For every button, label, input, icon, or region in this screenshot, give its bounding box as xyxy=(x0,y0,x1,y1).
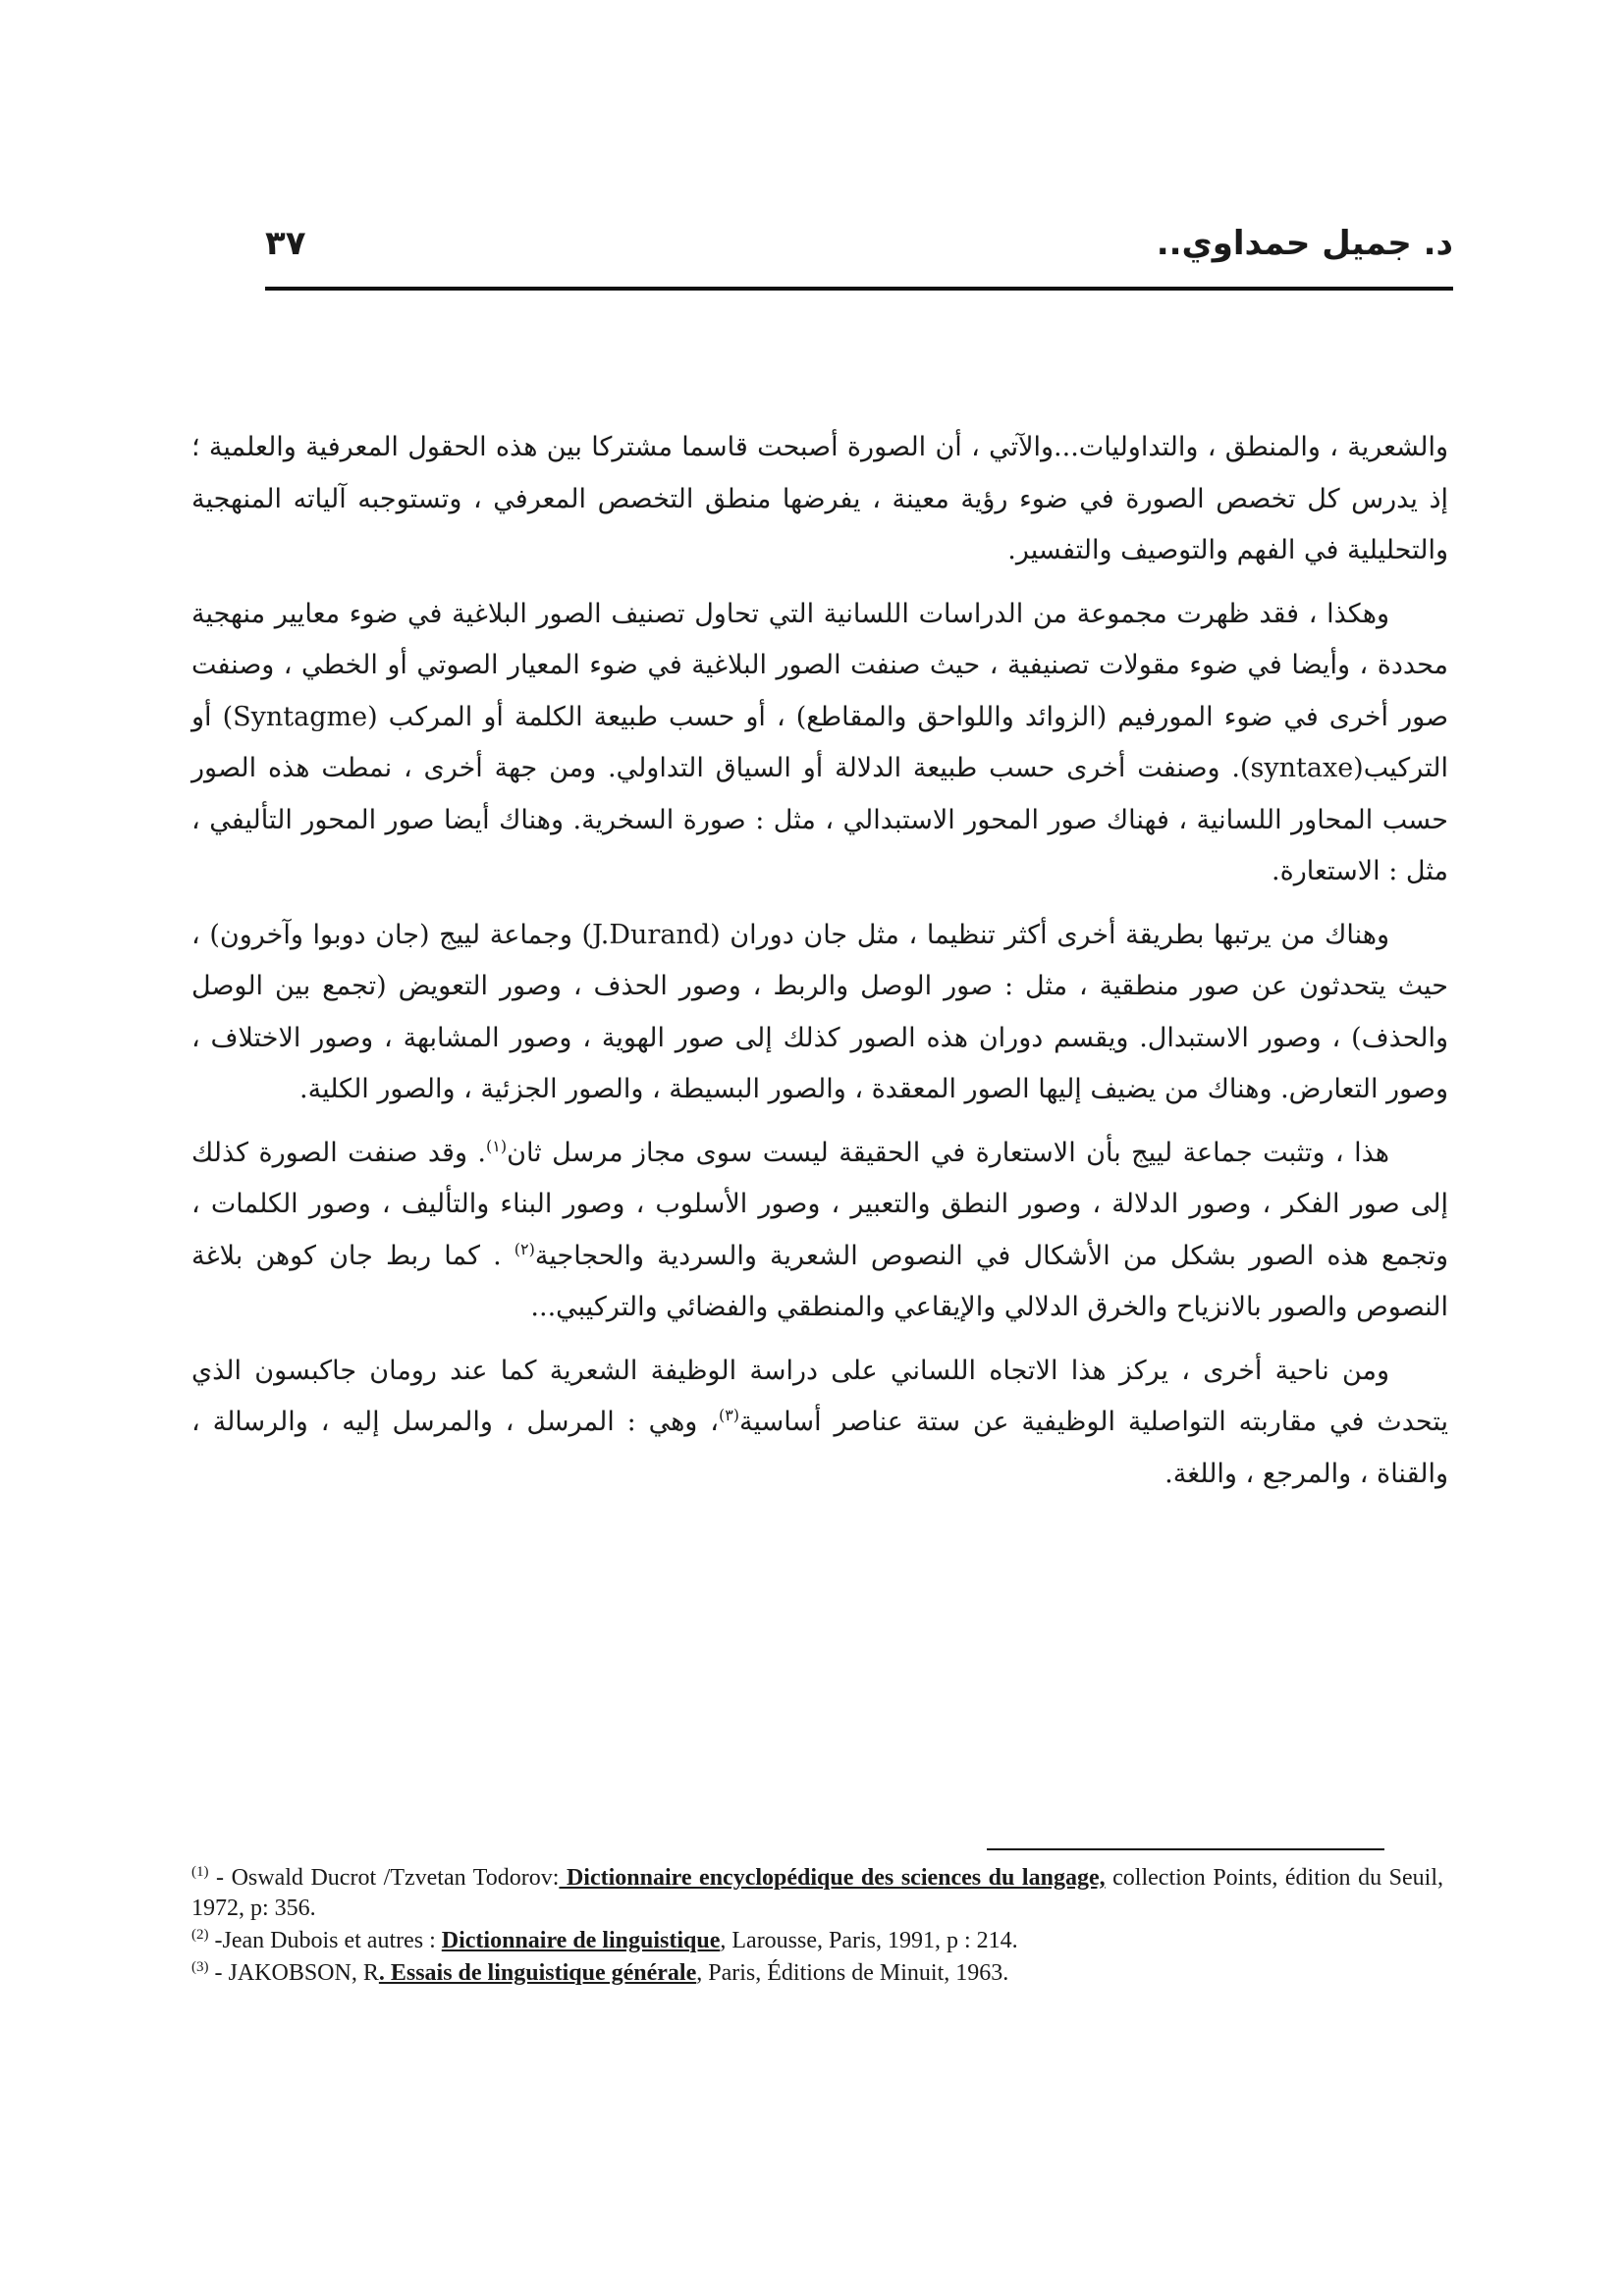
footnote-ref-3[interactable]: (٣) xyxy=(718,1406,740,1424)
paragraph-2: وهكذا ، فقد ظهرت مجموعة من الدراسات اللسانية التي تحاول تصنيف الصور البلاغية في ضوء معايير منهجية محددة ، وأيضا في ضوء مقولات تصنيفية ، حيث صنفت الصور البلاغية في ضوء المعيار الصوتي أو الخطي ، وصنفت صور أخرى في ضوء المورفيم (الزوائد واللواحق والمقاطع) ، أو حسب طبيعة الكلمة أو المركب (Syntagme) أو التركيب(syntaxe). وصنفت أخرى حسب طبيعة الدلالة أو السياق التداولي. ومن جهة أخرى ، نمطت هذه الصور حسب المحاور اللسانية ، فهناك صور المحور الاستبدالي ، مثل : صورة السخرية. وهناك أيضا صور المحور التأليفي ، مثل : الاستعارة. xyxy=(191,598,1448,886)
footnote-3-author: - JAKOBSON, R xyxy=(208,1960,379,1986)
footnote-2 xyxy=(191,1926,1443,1956)
footnote-2-author: -Jean Dubois et autres : xyxy=(208,1928,442,1953)
footnote-ref-2[interactable]: (٢) xyxy=(514,1239,535,1258)
footnote-2-title: Dictionnaire de linguistique xyxy=(441,1928,721,1953)
footnote-marker-2: (2) xyxy=(191,1927,209,1943)
paragraph-4-text-b: . وقد صنفت الصورة كذلك إلى صور الفكر ، وصور الدلالة ، وصور النطق والتعبير ، وصور الأسلوب ، وصور البناء والتأليف ، وصور الكلمات ، وتجمع هذه الصور بشكل من الأشكال في النصوص الشعرية والسردية والحجاجية xyxy=(191,1137,1448,1271)
footnote-ref-1[interactable]: (١) xyxy=(486,1136,508,1155)
paragraph-3: وهناك من يرتبها بطريقة أخرى أكثر تنظيما ، مثل جان دوران (J.Durand) وجماعة لييج (جان دوبوا وآخرون) ، حيث يتحدثون عن صور منطقية ، مثل : صور الوصل والربط ، وصور الحذف ، وصور التعويض (تجمع بين الوصل والحذف) ، وصور الاستبدال. ويقسم دوران هذه الصور كذلك إلى صور الهوية ، وصور المشابهة ، وصور الاختلاف ، وصور التعارض. وهناك من يضيف إليها الصور المعقدة ، والصور البسيطة ، والصور الجزئية ، والصور الكلية. xyxy=(191,919,1448,1104)
footnote-separator xyxy=(987,1848,1384,1850)
paragraph-4-text-a: هذا ، وتثبت جماعة لييج بأن الاستعارة في الحقيقة ليست سوى مجاز مرسل ثان xyxy=(507,1137,1390,1168)
body-text xyxy=(191,422,1448,1512)
footnote-1-author: - Oswald Ducrot /Tzvetan Todorov: xyxy=(208,1865,560,1891)
header-author: د. جميل حمداوي.. xyxy=(1156,224,1453,263)
footnote-1-publisher: collection Points, édition du Seuil, 1972, p: 356. xyxy=(191,1865,1443,1921)
footnote-3-title: . Essais de linguistique générale xyxy=(378,1960,697,1986)
paragraph-4 xyxy=(191,1128,1448,1334)
paragraph-4-text-c: . كما ربط جان كوهن بلاغة النصوص والصور بالانزياح والخرق الدلالي والإيقاعي والمنطقي والفضائي والتركيبي... xyxy=(191,1240,1448,1322)
footnote-marker-1: (1) xyxy=(191,1864,209,1880)
paragraph-5-text-b: ، وهي : المرسل ، والمرسل إليه ، والرسالة ، والقناة ، والمرجع ، واللغة. xyxy=(191,1407,1448,1489)
footnote-3 xyxy=(191,1958,1443,1989)
footnote-1 xyxy=(191,1863,1443,1924)
footnote-marker-3: (3) xyxy=(191,1959,209,1975)
footnote-2-publisher: , Larousse, Paris, 1991, p : 214. xyxy=(720,1928,1018,1953)
footnote-3-publisher: , Paris, Éditions de Minuit, 1963. xyxy=(696,1960,1009,1986)
footnote-1-title: Dictionnaire encyclopédique des sciences du langage, xyxy=(559,1865,1106,1891)
paragraph-5-text-a: ومن ناحية أخرى ، يركز هذا الاتجاه اللساني على دراسة الوظيفة الشعرية كما عند رومان جاكبسون الذي يتحدث في مقاربته التواصلية الوظيفية عن ستة عناصر أساسية xyxy=(191,1355,1448,1437)
running-header xyxy=(265,218,1453,291)
paragraph-1: والشعرية ، والمنطق ، والتداوليات...والآتي ، أن الصورة أصبحت قاسما مشتركا بين هذه الحقول المعرفية والعلمية ؛ إذ يدرس كل تخصص الصورة في ضوء رؤية معينة ، يفرضها منطق التخصص المعرفي ، وتستوجبه آلياته المنهجية والتحليلية في الفهم والتوصيف والتفسير. xyxy=(191,432,1448,565)
page-number: ٣٧ xyxy=(265,224,306,263)
footnotes xyxy=(191,1863,1443,1991)
paragraph-5 xyxy=(191,1346,1448,1501)
